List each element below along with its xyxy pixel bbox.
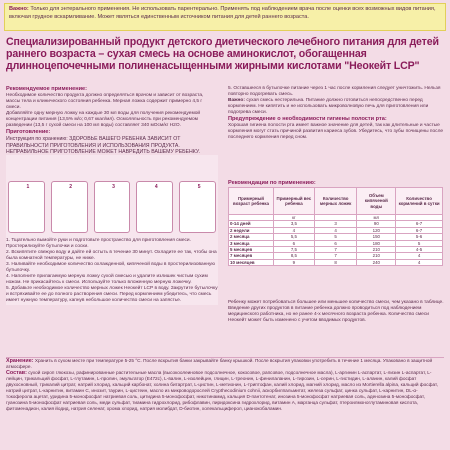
table-cell: 6 bbox=[274, 240, 315, 246]
table-cell: 2 недели bbox=[229, 227, 274, 233]
important-note bbox=[228, 98, 444, 116]
table-row bbox=[229, 259, 443, 265]
table-cell: 7 месяцев bbox=[229, 253, 274, 259]
table-cell: 180 bbox=[357, 240, 396, 246]
step-2: 2. Вскипятите свежую воду и дайте ей остыть в течение 30 минут. Охладите ее так, чтобы она была комнатной температуры, не ниже. bbox=[6, 250, 217, 261]
table-cell: 8 bbox=[314, 259, 357, 265]
header-water: Объем кипяченой воды bbox=[357, 188, 396, 215]
shake-bottle-icon: 5 bbox=[179, 181, 216, 233]
table-cell: 210 bbox=[357, 253, 396, 259]
table-cell: 10 месяцев bbox=[229, 259, 274, 265]
header-weight: Примерный вес ребенка bbox=[274, 188, 315, 215]
table-cell: 0-14 дней bbox=[229, 221, 274, 227]
table-cell: 5 месяцев bbox=[229, 247, 274, 253]
table-cell: 6-7 bbox=[396, 221, 443, 227]
bottle-icon: 3 bbox=[94, 181, 131, 233]
kettle-icon: 2 bbox=[51, 181, 88, 233]
table-cell: 210 bbox=[357, 247, 396, 253]
storage-info bbox=[6, 358, 444, 370]
table-cell: 5 bbox=[314, 234, 357, 240]
dilution-text: Добавляйте одну мерную ложку на каждые 30 мл воды для получения рекомендуемой концентрации питания (13,5% м/о; 0,67 ккал/мл). Осмоляльность при рекомендуемом разведении (13,5 г сухой смеси на 100 мл воды) составляет 340 мОсм/кг H2O. bbox=[6, 111, 201, 128]
table-header-row bbox=[229, 188, 443, 215]
table-cell: 6-7 bbox=[396, 227, 443, 233]
step-6: 5. Оставшееся в бутылочке питание через 1 час после кормления следует уничтожить. Нельзя повторно подогревать смесь. bbox=[228, 86, 441, 97]
table-cell: 7 bbox=[314, 253, 357, 259]
hygiene-title: Предупреждение о необходимости гигиены полости рта: bbox=[228, 116, 387, 122]
header-age: Примерный возраст ребенка bbox=[229, 188, 274, 215]
table-cell: 120 bbox=[357, 227, 396, 233]
table-cell: 7,5 bbox=[274, 247, 315, 253]
table-cell: 4 bbox=[396, 259, 443, 265]
table-cell: 5,5 bbox=[274, 234, 315, 240]
table-cell: 3,5 bbox=[274, 221, 315, 227]
table-cell: 150 bbox=[357, 234, 396, 240]
table-cell: 5-6 bbox=[396, 234, 443, 240]
table-cell: 8,5 bbox=[274, 253, 315, 259]
table-cell: 5 bbox=[396, 240, 443, 246]
table-cell: 4-5 bbox=[396, 247, 443, 253]
table-cell: 240 bbox=[357, 259, 396, 265]
table-cell: 3 bbox=[314, 221, 357, 227]
step-4: 4. Наполните прилагаемую мерную ложку сухой смесью и удалите излишек чистым сухим ножом. Не прикасайтесь к смеси. Используйте только вложенную мерную ложечку. bbox=[6, 274, 208, 285]
header-feeds: Количество кормлений в сутки bbox=[396, 188, 443, 215]
prep-steps bbox=[6, 238, 218, 304]
left-column bbox=[6, 86, 218, 156]
table-cell: 90 bbox=[357, 221, 396, 227]
table-cell: 3 месяца bbox=[229, 240, 274, 246]
prep-icons bbox=[8, 178, 216, 233]
warning-box bbox=[4, 3, 446, 31]
scoop-icon: 4 bbox=[136, 181, 173, 233]
dose-table-title: Рекомендации по применению: bbox=[228, 180, 316, 186]
table-cell: 7 bbox=[314, 247, 357, 253]
recommend-text: Необходимое количество продукта должно определяться врачом и зависит от возраста, массы тела и клинического состояния ребенка. Мерная ложка содержит примерно 4,5 г смеси. bbox=[6, 93, 204, 110]
header-scoops: Количество мерных ложек bbox=[314, 188, 357, 215]
step-5: 5. Добавьте необходимое количество мерных ложек Неокейт LCP в воду. Закрутите бутылочку и встряхивайте ее до полного растворения смеси. Перед кормлением убедитесь, что смесь имеет нужную температуру, капнув небольшое количество смеси на запястье. bbox=[6, 286, 218, 303]
warning-text: Только для энтерального применения. Не использовать парентерально. Применять под наблюдением врача после оценки всех возможных видов питания, включая грудное вскармливание. Может являться единственным источником питания для детей раннего возраста. bbox=[9, 6, 436, 20]
recommend-title: Рекомендуемое применение: bbox=[6, 86, 88, 92]
step-1: 1. Тщательно вымойте руки и подготовьте пространство для приготовления смеси. Простерилизуйте бутылочки и соски. bbox=[6, 238, 191, 249]
hygiene-text: Хорошая гигиена полости рта имеет важное значение для детей, так как длительные и частые кормления могут стать причиной развития кариеса зубов. Убедитесь, что зубы почищены после последнего кормления перед сном. bbox=[228, 123, 444, 140]
table-cell: 4 bbox=[314, 227, 357, 233]
important-label: Важно: bbox=[228, 98, 245, 103]
prep-intro: Инструкция по хранению: ЗДОРОВЬЕ ВАШЕГО РЕБЕНКА ЗАВИСИТ ОТ ПРАВИЛЬНОСТИ ПРИГОТОВЛЕНИЯ И ИСПОЛЬЗОВАНИЯ ПРОДУКТА. НЕПРАВИЛЬНОЕ ПРИГОТОВЛЕНИЕ МОЖЕТ НАВРЕДИТЬ ВАШЕМУ РЕБЕНКУ. bbox=[6, 136, 200, 156]
storage-text: Хранить в сухом месте при температуре 5-25 °С. После вскрытия банки закрывайте банку крышкой. После вскрытия упаковки употребить в течение 1 месяца. Упаковано в защитной атмосфере. bbox=[6, 358, 433, 369]
table-cell: 6 bbox=[314, 240, 357, 246]
step-3: 3. Наливайте необходимое количество охлажденной, кипяченой воды в простерилизованную бутылочку. bbox=[6, 262, 215, 273]
dose-table-block bbox=[228, 180, 444, 266]
table-cell: 4 bbox=[274, 227, 315, 233]
composition-info bbox=[6, 370, 444, 412]
prep-title: Приготовление: bbox=[6, 129, 51, 135]
wash-hands-icon: 1 bbox=[8, 181, 45, 233]
table-cell: 2 месяца bbox=[229, 234, 274, 240]
composition-label: Состав: bbox=[6, 370, 27, 376]
warning-label: Важно: bbox=[9, 6, 29, 12]
composition-text: сухой сироп глюкозы, рафинированные растительные масла (высокоолеиновое подсолнечное, кокосовое, рапсовое, подсолнечное масла), L-аргинин L-аспартат, L-лизин L-аспартат, L-лейцин, трикальций фосфат, L-глутамин, L-пролин, эмульгатор (Е472с), L-валин, L-изолейцин, глицин, L-треонин, L-фенилаланин, L-тирозин, L-серин, L-гистидин, L-аланин, калий фосфат двухосновный, трикалий цитрат, натрий хлорид, кальций карбонат, холина битартрат, L-цистин, L-метионин, L-триптофан, калий хлорид, магний хлорид, масло из Mortierella alpina, кальций фосфат, натрий цитрат, L-карнитин, витамин C, инозит, таурин, L-цистеин, масло из микроводорослей Crypthecodinium cohnii, аскорбилпальмитат, железа сульфат, цинка сульфат, L-карнитин, DL-α-токоферола ацетат, уридина 5-монофосфат натриевая соль, цитидина 5-монофосфат, никотинамид, кальция D-пантотенат, инозина 5-монофосфат натриевая соль, аденозина 5-монофосфат, гуанозина 5-монофосфат натриевая соль, меди сульфат, тиамина гидрохлорид, рибофлавин, пиридоксина гидрохлорид, витамин А, марганца сульфат, птероилмоноглутаминовая кислота, фитоменадион, калия йодид, натрия селенат, хрома хлорид, натрия молибдат, D-биотин, холекальциферол, цианокобаламин. bbox=[6, 370, 438, 411]
dose-table bbox=[228, 187, 443, 266]
product-headline: Специализированный продукт детского диетического лечебного питания для детей раннего возраста – сухая смесь на основе аминокислот, обогащенная длинноцепочечными полиненасыщенными жирными кислотами "Неокейт LCP" bbox=[6, 36, 439, 72]
bottom-section bbox=[6, 358, 444, 412]
important-text: сухая смесь нестерильна. Питание должно готовиться непосредственно перед кормлением. Не кипятить и не использовать микроволновую печь для приготовления или подогрева смеси. bbox=[228, 98, 429, 115]
table-cell: 9 bbox=[274, 259, 315, 265]
dose-note: Ребенку может потребоваться большее или меньшее количество смеси, чем указано в таблице. Введение других продуктов в питание ребенка должно проводиться под наблюдением медицинского работника, но не ранее 4-х месячного возраста ребенка. Количество смеси Неокейт может быть изменено с учетом вводимых продуктов. bbox=[228, 300, 444, 323]
table-cell: 4 bbox=[396, 253, 443, 259]
right-column bbox=[228, 86, 444, 141]
storage-label: Хранение: bbox=[6, 358, 34, 364]
table-units-row: кг мл bbox=[229, 215, 443, 221]
